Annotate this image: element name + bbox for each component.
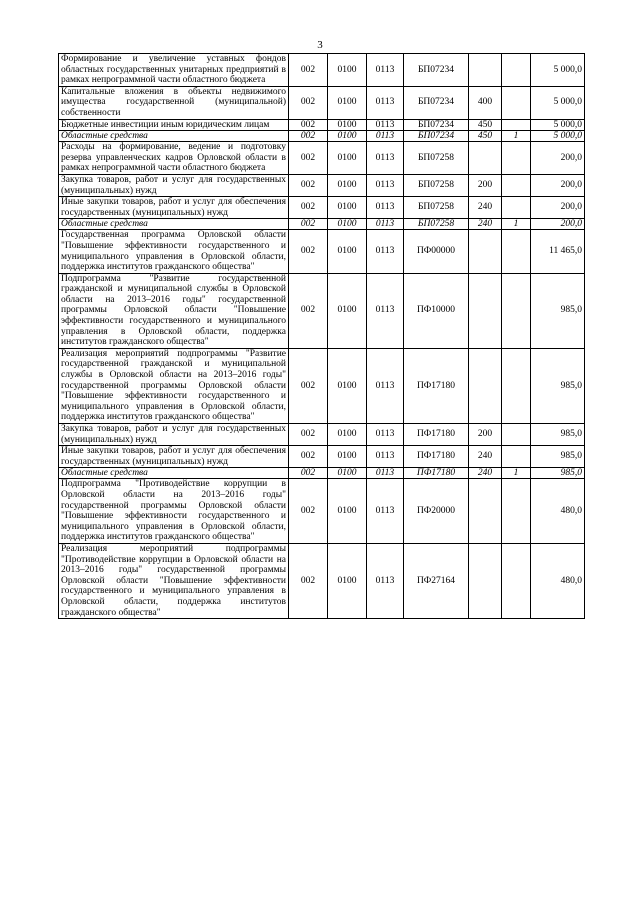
amount-cell: 5 000,0 [531, 119, 585, 131]
expense-type-cell [469, 230, 502, 273]
expense-type-cell [469, 543, 502, 618]
ministry-code-cell: 002 [289, 86, 328, 119]
section-code-cell: 0100 [328, 197, 367, 219]
target-article-cell: БП07258 [404, 174, 469, 196]
table-row [59, 543, 585, 618]
row-name-cell: Реализация мероприятий подпрограммы "Противодействие коррупции в Орловской области на 2013–2016 годы" государственной программы Орловской области "Повышение эффективности государственного и муниципального управления в Орловской области, поддержка институтов гражданского общества" [59, 543, 289, 618]
section-code-cell: 0100 [328, 131, 367, 142]
table-row-funding-source [59, 131, 585, 142]
amount-cell: 11 465,0 [531, 230, 585, 273]
target-article-cell: БП07234 [404, 54, 469, 87]
table-row [59, 142, 585, 175]
expense-type-cell: 240 [469, 446, 502, 468]
target-article-cell: ПФ20000 [404, 479, 469, 544]
row-name-cell: Бюджетные инвестиции иным юридическим лицам [59, 119, 289, 131]
expense-type-cell [469, 54, 502, 87]
amount-cell: 200,0 [531, 219, 585, 230]
expense-type-cell: 240 [469, 197, 502, 219]
section-code-cell: 0100 [328, 543, 367, 618]
amount-cell: 5 000,0 [531, 86, 585, 119]
ministry-code-cell: 002 [289, 424, 328, 446]
section-code-cell: 0100 [328, 219, 367, 230]
funding-source-cell [502, 142, 531, 175]
target-article-cell: ПФ17180 [404, 468, 469, 479]
expense-type-cell [469, 479, 502, 544]
subsection-code-cell: 0113 [367, 54, 404, 87]
amount-cell: 480,0 [531, 543, 585, 618]
funding-source-cell [502, 424, 531, 446]
subsection-code-cell: 0113 [367, 197, 404, 219]
ministry-code-cell: 002 [289, 219, 328, 230]
ministry-code-cell: 002 [289, 174, 328, 196]
expense-type-cell [469, 142, 502, 175]
row-name-cell: Областные средства [59, 131, 289, 142]
expense-type-cell: 400 [469, 86, 502, 119]
subsection-code-cell: 0113 [367, 219, 404, 230]
section-code-cell: 0100 [328, 479, 367, 544]
subsection-code-cell: 0113 [367, 86, 404, 119]
ministry-code-cell: 002 [289, 468, 328, 479]
amount-cell: 200,0 [531, 174, 585, 196]
subsection-code-cell: 0113 [367, 119, 404, 131]
subsection-code-cell: 0113 [367, 479, 404, 544]
funding-source-cell: 1 [502, 131, 531, 142]
section-code-cell: 0100 [328, 273, 367, 348]
table-row [59, 119, 585, 131]
amount-cell: 5 000,0 [531, 131, 585, 142]
row-name-cell: Расходы на формирование, ведение и подготовку резерва управленческих кадров Орловской области в рамках непрограммной части областного бюджета [59, 142, 289, 175]
funding-source-cell [502, 119, 531, 131]
section-code-cell: 0100 [328, 348, 367, 423]
amount-cell: 200,0 [531, 142, 585, 175]
expense-type-cell: 240 [469, 219, 502, 230]
target-article-cell: БП07234 [404, 119, 469, 131]
section-code-cell: 0100 [328, 174, 367, 196]
subsection-code-cell: 0113 [367, 174, 404, 196]
target-article-cell: БП07234 [404, 86, 469, 119]
table-row [59, 54, 585, 87]
table-row [59, 348, 585, 423]
ministry-code-cell: 002 [289, 479, 328, 544]
table-row-funding-source [59, 468, 585, 479]
target-article-cell: БП07258 [404, 197, 469, 219]
funding-source-cell [502, 197, 531, 219]
row-name-cell: Реализация мероприятий подпрограммы "Развитие государственной гражданской и муниципальной службы в Орловской области на 2013–2016 годы" государственной программы Орловской области "Повышение эффективности государственного и муниципального управления в Орловской области, поддержка институтов гражданского общества" [59, 348, 289, 423]
section-code-cell: 0100 [328, 119, 367, 131]
expense-type-cell: 240 [469, 468, 502, 479]
target-article-cell: ПФ17180 [404, 348, 469, 423]
section-code-cell: 0100 [328, 54, 367, 87]
subsection-code-cell: 0113 [367, 230, 404, 273]
funding-source-cell: 1 [502, 468, 531, 479]
funding-source-cell: 1 [502, 219, 531, 230]
row-name-cell: Закупка товаров, работ и услуг для государственных (муниципальных) нужд [59, 174, 289, 196]
funding-source-cell [502, 446, 531, 468]
ministry-code-cell: 002 [289, 273, 328, 348]
amount-cell: 985,0 [531, 446, 585, 468]
table-row [59, 197, 585, 219]
funding-source-cell [502, 273, 531, 348]
row-name-cell: Подпрограмма "Развитие государственной гражданской и муниципальной службы в Орловской области на 2013–2016 годы" государственной программы Орловской области "Повышение эффективности государственного и муниципального управления в Орловской области, поддержка институтов гражданского общества" [59, 273, 289, 348]
expense-type-cell [469, 348, 502, 423]
funding-source-cell [502, 54, 531, 87]
section-code-cell: 0100 [328, 86, 367, 119]
table-row [59, 446, 585, 468]
target-article-cell: ПФ10000 [404, 273, 469, 348]
table-row [59, 424, 585, 446]
table-row [59, 230, 585, 273]
ministry-code-cell: 002 [289, 446, 328, 468]
amount-cell: 200,0 [531, 197, 585, 219]
expense-type-cell: 200 [469, 174, 502, 196]
ministry-code-cell: 002 [289, 197, 328, 219]
ministry-code-cell: 002 [289, 54, 328, 87]
subsection-code-cell: 0113 [367, 348, 404, 423]
subsection-code-cell: 0113 [367, 273, 404, 348]
section-code-cell: 0100 [328, 446, 367, 468]
table-row [59, 273, 585, 348]
row-name-cell: Формирование и увеличение уставных фондов областных государственных унитарных предприятий в рамках непрограммной части областного бюджета [59, 54, 289, 87]
table-row-funding-source [59, 219, 585, 230]
row-name-cell: Иные закупки товаров, работ и услуг для обеспечения государственных (муниципальных) нужд [59, 197, 289, 219]
budget-table [58, 53, 585, 619]
amount-cell: 985,0 [531, 348, 585, 423]
subsection-code-cell: 0113 [367, 142, 404, 175]
ministry-code-cell: 002 [289, 119, 328, 131]
ministry-code-cell: 002 [289, 543, 328, 618]
section-code-cell: 0100 [328, 142, 367, 175]
table-body [59, 54, 585, 619]
row-name-cell: Закупка товаров, работ и услуг для государственных (муниципальных) нужд [59, 424, 289, 446]
ministry-code-cell: 002 [289, 230, 328, 273]
row-name-cell: Иные закупки товаров, работ и услуг для обеспечения государственных (муниципальных) нужд [59, 446, 289, 468]
target-article-cell: ПФ17180 [404, 424, 469, 446]
funding-source-cell [502, 543, 531, 618]
section-code-cell: 0100 [328, 230, 367, 273]
funding-source-cell [502, 174, 531, 196]
row-name-cell: Областные средства [59, 219, 289, 230]
section-code-cell: 0100 [328, 468, 367, 479]
ministry-code-cell: 002 [289, 142, 328, 175]
row-name-cell: Капитальные вложения в объекты недвижимого имущества государственной (муниципальной) собственности [59, 86, 289, 119]
amount-cell: 5 000,0 [531, 54, 585, 87]
expense-type-cell: 450 [469, 131, 502, 142]
target-article-cell: БП07258 [404, 142, 469, 175]
subsection-code-cell: 0113 [367, 131, 404, 142]
expense-type-cell: 200 [469, 424, 502, 446]
funding-source-cell [502, 348, 531, 423]
amount-cell: 985,0 [531, 424, 585, 446]
amount-cell: 985,0 [531, 468, 585, 479]
funding-source-cell [502, 86, 531, 119]
amount-cell: 480,0 [531, 479, 585, 544]
table-row [59, 86, 585, 119]
funding-source-cell [502, 479, 531, 544]
ministry-code-cell: 002 [289, 131, 328, 142]
section-code-cell: 0100 [328, 424, 367, 446]
page-number: 3 [317, 39, 323, 51]
table-row [59, 174, 585, 196]
target-article-cell: БП07234 [404, 131, 469, 142]
subsection-code-cell: 0113 [367, 446, 404, 468]
expense-type-cell: 450 [469, 119, 502, 131]
ministry-code-cell: 002 [289, 348, 328, 423]
table-row [59, 479, 585, 544]
row-name-cell: Подпрограмма "Противодействие коррупции в Орловской области на 2013–2016 годы" государственной программы Орловской области "Повышение эффективности государственного и муниципального управления в Орловской области, поддержка институтов гражданского общества" [59, 479, 289, 544]
subsection-code-cell: 0113 [367, 543, 404, 618]
funding-source-cell [502, 230, 531, 273]
expense-type-cell [469, 273, 502, 348]
target-article-cell: ПФ00000 [404, 230, 469, 273]
row-name-cell: Государственная программа Орловской области "Повышение эффективности государственного и муниципального управления в Орловской области, поддержка институтов гражданского общества" [59, 230, 289, 273]
target-article-cell: ПФ27164 [404, 543, 469, 618]
subsection-code-cell: 0113 [367, 424, 404, 446]
row-name-cell: Областные средства [59, 468, 289, 479]
subsection-code-cell: 0113 [367, 468, 404, 479]
target-article-cell: ПФ17180 [404, 446, 469, 468]
amount-cell: 985,0 [531, 273, 585, 348]
target-article-cell: БП07258 [404, 219, 469, 230]
